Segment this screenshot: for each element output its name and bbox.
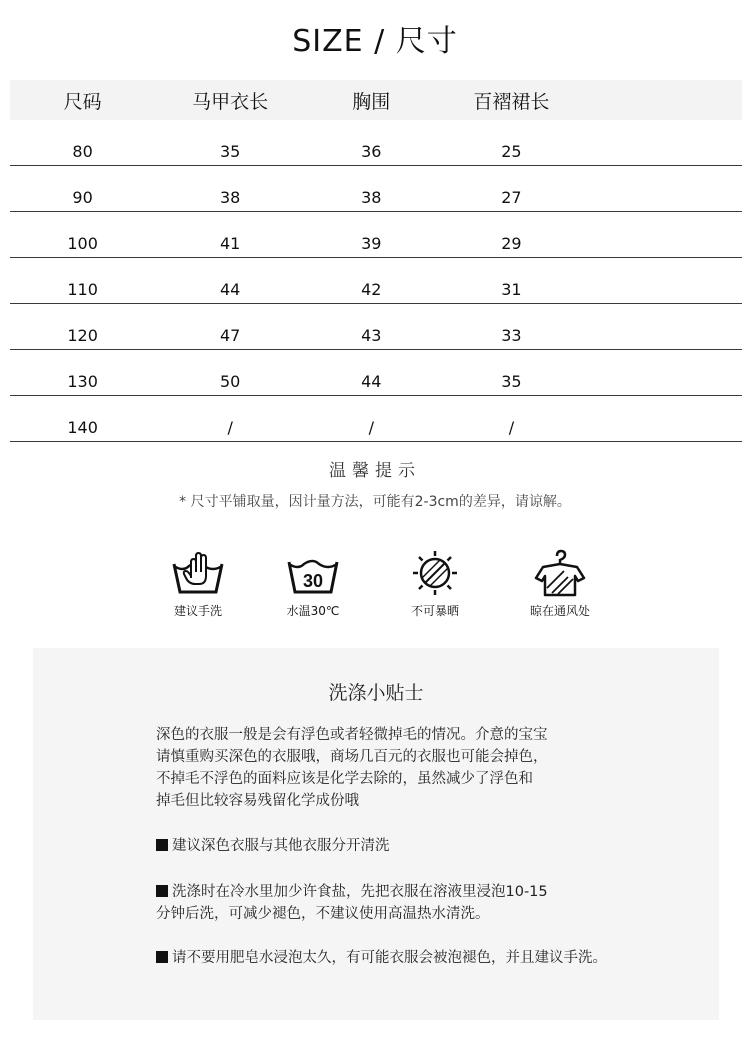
intro-line: 深色的衣服一般是会有浮色或者轻微掉毛的情况。介意的宝宝 — [156, 727, 548, 743]
wash-temp-number: 30 — [302, 571, 324, 591]
washing-tips-intro — [156, 724, 696, 812]
washing-tips-panel — [33, 648, 719, 1020]
cell-chest: 42 — [305, 258, 437, 304]
tip-text: 建议深色衣服与其他衣服分开清洗 — [172, 838, 390, 854]
cell-skirt-length: 31 — [437, 258, 585, 304]
cell-size: 80 — [10, 120, 155, 166]
cell-chest: 44 — [305, 350, 437, 396]
cell-spacer — [585, 304, 742, 350]
cell-size: 130 — [10, 350, 155, 396]
intro-line: 请慎重购买深色的衣服哦，商场几百元的衣服也可能会掉色， — [156, 749, 548, 765]
cell-spacer — [585, 166, 742, 212]
header-vest-length: 马甲衣长 — [155, 80, 305, 120]
washing-tip-2 — [156, 881, 696, 925]
tips-title: 温馨提示 — [329, 461, 421, 481]
header-chest: 胸围 — [305, 80, 437, 120]
cell-chest: 43 — [305, 304, 437, 350]
tip-text: 请不要用肥皂水浸泡太久，有可能衣服会被泡褪色，并且建议手洗。 — [172, 950, 607, 966]
cell-skirt-length: 27 — [437, 166, 585, 212]
cell-size: 140 — [10, 396, 155, 442]
washing-tip-1 — [156, 835, 696, 857]
cell-chest: / — [305, 396, 437, 442]
cell-skirt-length: 29 — [437, 212, 585, 258]
cell-skirt-length: 33 — [437, 304, 585, 350]
cell-spacer — [585, 258, 742, 304]
cell-chest: 36 — [305, 120, 437, 166]
washing-tip-3 — [156, 947, 701, 969]
table-row — [10, 396, 742, 442]
cell-skirt-length: / — [437, 396, 585, 442]
table-header-row — [10, 80, 742, 120]
header-spacer — [585, 80, 742, 120]
cell-spacer — [585, 212, 742, 258]
no-sun-dry-icon — [408, 548, 462, 598]
table-row — [10, 350, 742, 396]
cell-spacer — [585, 396, 742, 442]
cell-vest-length: / — [155, 396, 305, 442]
header-size: 尺码 — [10, 80, 155, 120]
bullet-square-icon — [156, 885, 168, 897]
cell-size: 100 — [10, 212, 155, 258]
care-item-hand-wash — [138, 548, 258, 619]
cell-vest-length: 44 — [155, 258, 305, 304]
cell-size: 110 — [10, 258, 155, 304]
hand-wash-icon — [171, 548, 225, 598]
washing-tips-title: 洗涤小贴士 — [328, 682, 424, 704]
tips-text: * 尺寸平铺取量，因计量方法，可能有2-3cm的差异，请谅解。 — [179, 494, 571, 510]
cell-spacer — [585, 350, 742, 396]
care-label: 晾在通风处 — [529, 604, 590, 618]
cell-vest-length: 50 — [155, 350, 305, 396]
cell-skirt-length: 35 — [437, 350, 585, 396]
cell-vest-length: 47 — [155, 304, 305, 350]
cell-size: 90 — [10, 166, 155, 212]
care-label: 建议手洗 — [173, 604, 222, 618]
table-row — [10, 166, 742, 212]
hang-dry-shade-icon — [533, 548, 587, 598]
bullet-square-icon — [156, 951, 168, 963]
wash-30-icon — [286, 548, 340, 598]
care-label: 水温30℃ — [286, 604, 340, 618]
care-label: 不可暴晒 — [410, 604, 459, 618]
table-row — [10, 120, 742, 166]
table-row — [10, 212, 742, 258]
cell-chest: 38 — [305, 166, 437, 212]
intro-line: 不掉毛不浮色的面料应该是化学去除的，虽然减少了浮色和 — [156, 771, 533, 787]
page-title: SIZE / 尺寸 — [292, 24, 458, 59]
cell-skirt-length: 25 — [437, 120, 585, 166]
cell-chest: 39 — [305, 212, 437, 258]
size-table — [10, 80, 742, 442]
table-row — [10, 258, 742, 304]
care-item-shade-dry — [500, 548, 620, 619]
cell-vest-length: 35 — [155, 120, 305, 166]
tip-text: 分钟后洗，可减少褪色，不建议使用高温热水清洗。 — [156, 906, 490, 922]
tip-text: 洗涤时在冷水里加少许食盐，先把衣服在溶液里浸泡10-15 — [172, 884, 548, 900]
cell-spacer — [585, 120, 742, 166]
cell-vest-length: 38 — [155, 166, 305, 212]
cell-vest-length: 41 — [155, 212, 305, 258]
intro-line: 掉毛但比较容易残留化学成份哦 — [156, 793, 359, 809]
bullet-square-icon — [156, 839, 168, 851]
cell-size: 120 — [10, 304, 155, 350]
care-item-wash-30 — [253, 548, 373, 619]
care-item-no-sun — [375, 548, 495, 619]
table-row — [10, 304, 742, 350]
header-skirt-length: 百褶裙长 — [437, 80, 585, 120]
